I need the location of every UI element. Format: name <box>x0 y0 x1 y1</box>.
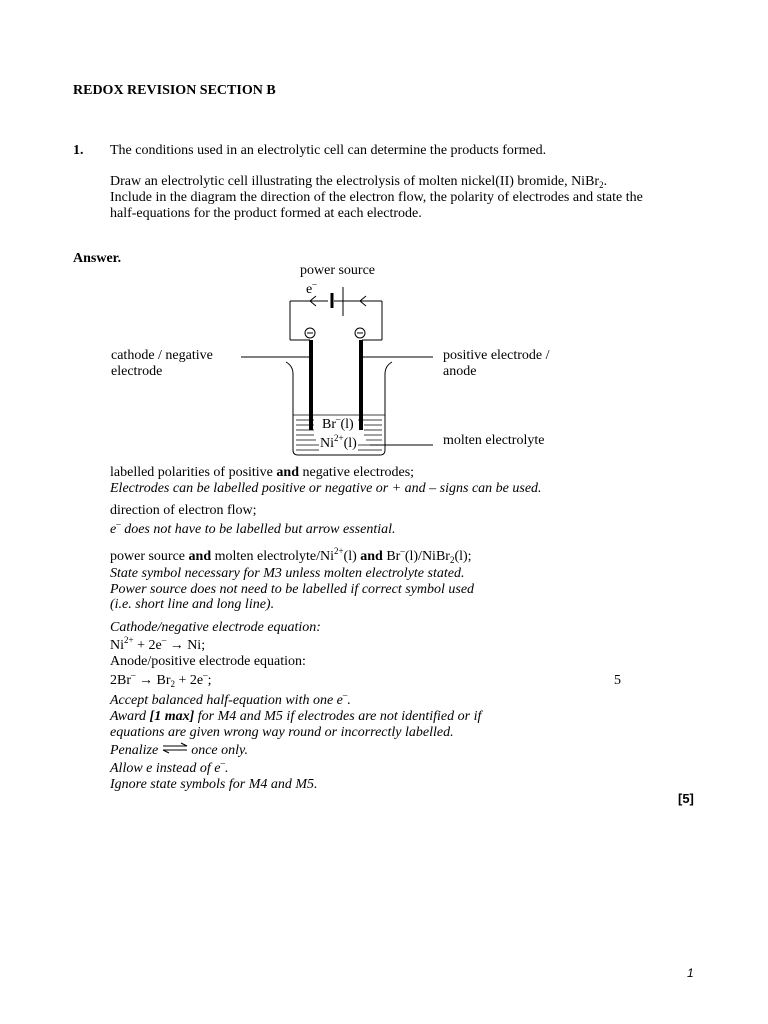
equilibrium-arrow-icon <box>162 742 188 754</box>
mark-m1: labelled polarities of positive and negative electrodes; <box>110 465 415 480</box>
note-accept: Accept balanced half-equation with one e–. <box>110 690 351 708</box>
page-number: 1 <box>687 966 694 980</box>
molten-electrolyte-label: molten electrolyte <box>443 433 545 448</box>
nickel-ion-label: $Ni^{2+}(l)$ <box>320 433 357 451</box>
cathode-label: cathode / negative electrode <box>111 348 213 379</box>
anode-equation: $2Br^- \to Br_2 + 2e^-$; <box>110 670 212 689</box>
total-marks: [5] <box>678 791 694 806</box>
marks-value: 5 <box>614 673 621 688</box>
mark-m3-note1: State symbol necessary for M3 unless molten electrolyte stated. <box>110 566 465 581</box>
note-allow: Allow e instead of e–. <box>110 758 229 776</box>
note-penalize: Penalize once only. <box>110 743 248 758</box>
answer-label: Answer. <box>73 251 122 266</box>
cathode-equation: $Ni^{2+} + 2e^- \to Ni$; <box>110 635 206 653</box>
question-task-line2: Include in the diagram the direction of the electron flow, the polarity of electrodes and state the <box>110 190 643 205</box>
note-award: Award [1 max] for M4 and M5 if electrodes are not identified or if <box>110 709 482 724</box>
question-task-line3: half-equations for the product formed at each electrode. <box>110 206 422 221</box>
mark-m2: direction of electron flow; <box>110 503 257 518</box>
question-intro: The conditions used in an electrolytic cell can determine the products formed. <box>110 143 547 158</box>
mark-m2-note: e– does not have to be labelled but arrow essential. <box>110 519 396 537</box>
note-ignore: Ignore state symbols for M4 and M5. <box>110 777 318 792</box>
mark-m3: power source and molten electrolyte/$Ni^{2+}(l)$ and Br–(l)/NiBr$_2$(l); <box>110 546 472 565</box>
page-title: REDOX REVISION SECTION B <box>73 83 276 98</box>
anode-label: positive electrode / anode <box>443 348 550 379</box>
question-number: 1. <box>73 143 84 158</box>
note-award-line2: equations are given wrong way round or incorrectly labelled. <box>110 725 454 740</box>
bromide-ion-label: Br–(l) <box>322 414 354 432</box>
cathode-equation-label: Cathode/negative electrode equation: <box>110 620 321 635</box>
mark-m3-note3: (i.e. short line and long line). <box>110 597 275 612</box>
electrolytic-cell-diagram <box>100 262 580 462</box>
power-source-label: power source <box>300 263 376 278</box>
question-task-line1: Draw an electrolytic cell illustrating the electrolysis of molten nickel(II) bromide, NiBr$_2$. <box>110 174 608 190</box>
mark-m1-note: Electrodes can be labelled positive or negative or + and – signs can be used. <box>110 481 542 496</box>
mark-m3-note2: Power source does not need to be labelled if correct symbol used <box>110 582 475 597</box>
electron-label: e– <box>306 279 317 297</box>
anode-equation-label: Anode/positive electrode equation: <box>110 654 306 669</box>
